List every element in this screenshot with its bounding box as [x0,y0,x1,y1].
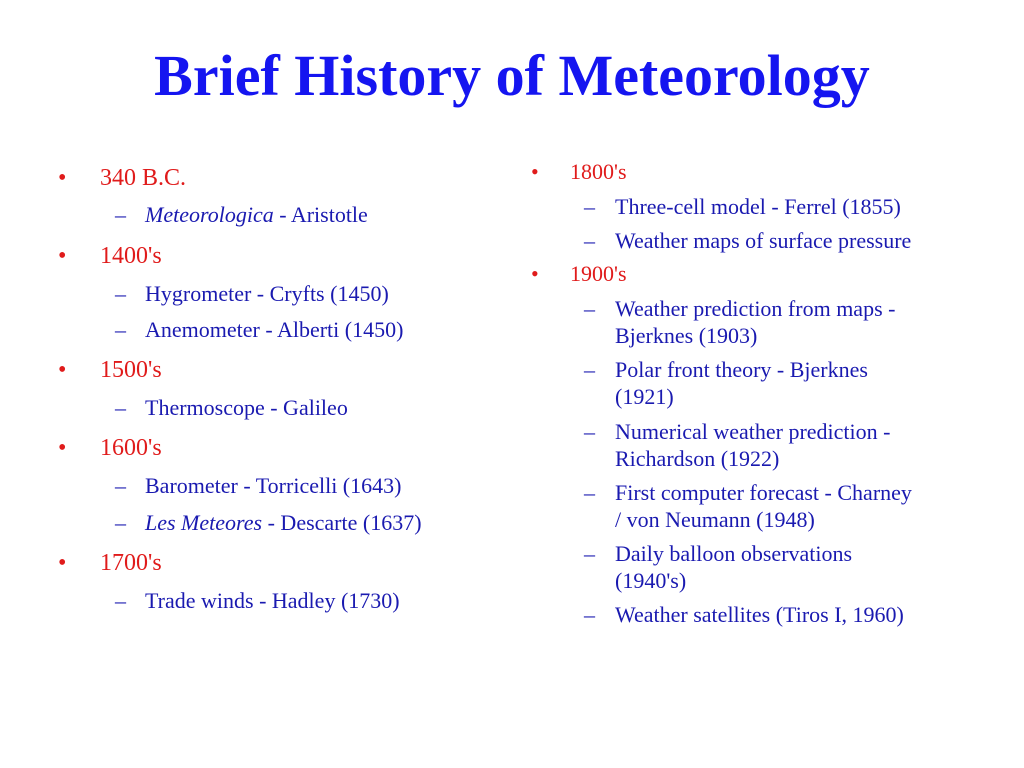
bullet-icon: • [531,159,539,184]
sub-bullet-text: Richardson (1922) [615,446,780,471]
sub-bullet-text: Weather prediction from maps - [615,296,896,321]
sub-bullet-text: Weather maps of surface pressure [615,228,912,253]
dash-icon: – [584,541,595,566]
sub-bullet-text: Three-cell model - Ferrel (1855) [615,194,901,219]
book-title: Les Meteores [145,510,263,535]
dash-icon: – [115,395,126,420]
bullet-text: 1900's [570,261,627,286]
sub-bullet-text: Trade winds - Hadley (1730) [145,588,400,613]
sub-bullet-text: Thermoscope - Galileo [145,395,348,420]
sub-bullet-text: Hygrometer - Cryfts (1450) [145,281,389,306]
sub-bullet-text: Numerical weather prediction - [615,419,891,444]
bullet-text: 1500's [100,357,162,383]
bullet-icon: • [58,550,67,576]
bullet-text: 340 B.C. [100,165,187,191]
sub-bullet-text: Weather satellites (Tiros I, 1960) [615,602,904,627]
sub-bullet-text: Anemometer - Alberti (1450) [145,317,404,342]
bullet-icon: • [58,435,67,461]
sub-bullet-text: (1940's) [615,568,687,593]
sub-bullet-text: Polar front theory - Bjerknes [615,357,868,382]
sub-bullet-text [145,202,368,228]
dash-icon: – [584,602,595,627]
book-title: Meteorologica [145,202,274,227]
dash-icon: – [115,473,126,498]
sub-bullet-text: Barometer - Torricelli (1643) [145,473,402,498]
dash-icon: – [115,202,126,227]
bullet-text: 1400's [100,243,162,269]
bullet-text: 1700's [100,550,162,576]
sub-bullet-text: Daily balloon observations [615,541,853,566]
slide-title: Brief History of Meteorology [154,43,870,108]
dash-icon: – [115,317,126,342]
sub-bullet-text [145,510,422,536]
dash-icon: – [584,357,595,382]
sub-bullet-text: (1921) [615,384,674,409]
author-text: - Aristotle [273,202,368,227]
sub-bullet-text: First computer forecast - Charney [615,480,912,505]
dash-icon: – [115,510,126,535]
bullet-text: 1600's [100,435,162,461]
dash-icon: – [115,588,126,613]
dash-icon: – [584,419,595,444]
dash-icon: – [115,281,126,306]
author-text: - Descarte (1637) [262,510,422,535]
dash-icon: – [584,480,595,505]
bullet-text: 1800's [570,159,627,184]
dash-icon: – [584,194,595,219]
dash-icon: – [584,296,595,321]
bullet-icon: • [58,165,67,191]
sub-bullet-text: / von Neumann (1948) [615,507,815,532]
bullet-icon: • [531,261,539,286]
sub-bullet-text: Bjerknes (1903) [615,323,758,348]
bullet-icon: • [58,357,67,383]
bullet-icon: • [58,243,67,269]
dash-icon: – [584,228,595,253]
